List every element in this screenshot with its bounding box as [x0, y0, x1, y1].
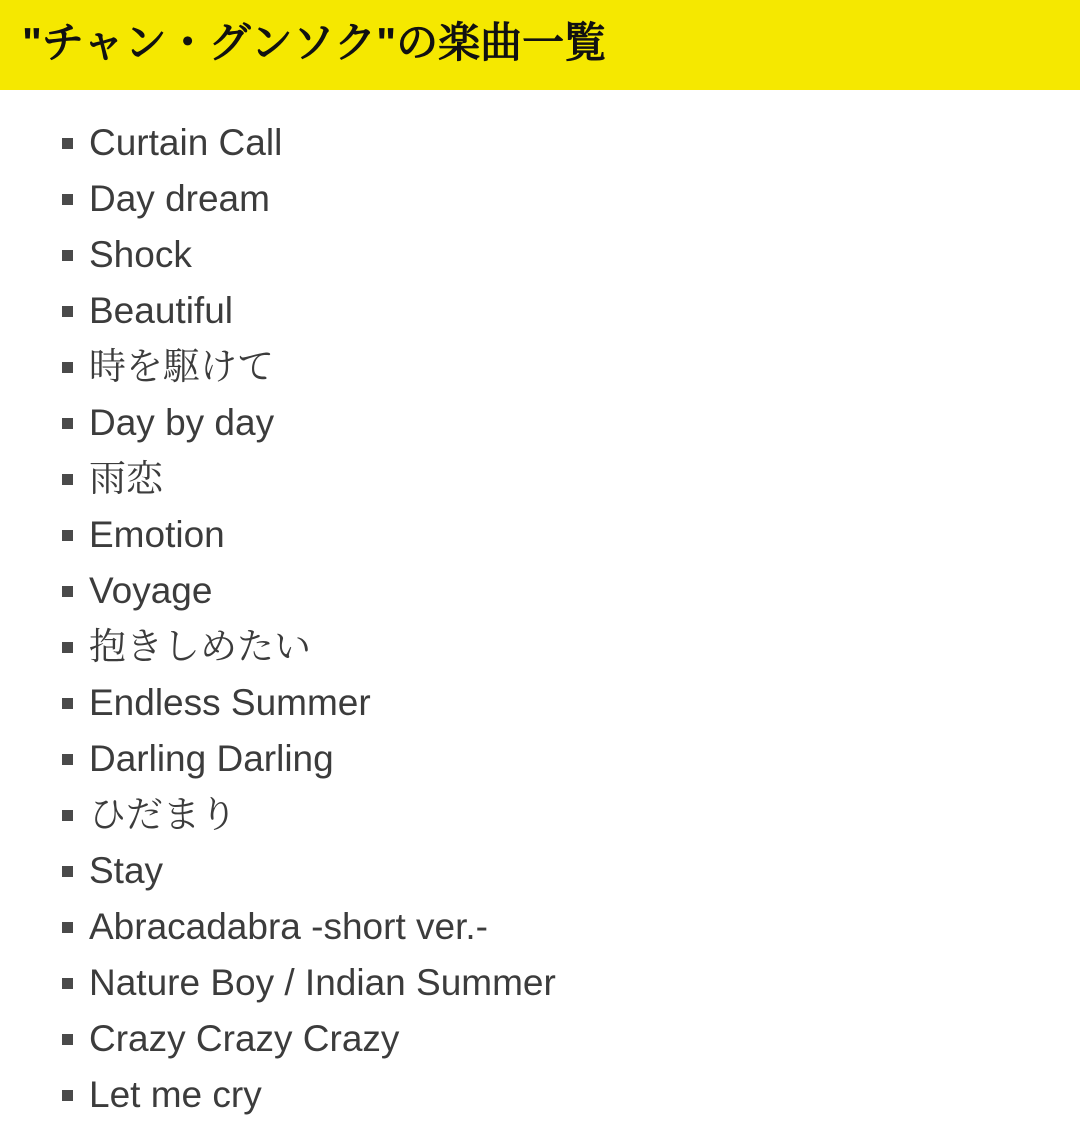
song-title: ひだまり	[89, 794, 237, 835]
song-title: Day dream	[89, 178, 270, 219]
square-bullet-icon	[62, 138, 73, 149]
song-title: Day by day	[89, 402, 275, 443]
list-item[interactable]	[0, 232, 1080, 278]
song-title: Abracadabra -short ver.-	[89, 906, 488, 947]
list-item[interactable]	[0, 848, 1080, 894]
page-header	[0, 0, 1080, 90]
song-title: Emotion	[89, 514, 225, 555]
square-bullet-icon	[62, 1034, 73, 1045]
square-bullet-icon	[62, 306, 73, 317]
list-item[interactable]	[0, 176, 1080, 222]
song-title: Darling Darling	[89, 738, 334, 779]
song-title: Stay	[89, 850, 164, 891]
list-item[interactable]	[0, 1072, 1080, 1118]
square-bullet-icon	[62, 586, 73, 597]
list-item[interactable]	[0, 1016, 1080, 1062]
song-title: Curtain Call	[89, 122, 283, 163]
square-bullet-icon	[62, 530, 73, 541]
square-bullet-icon	[62, 642, 73, 653]
list-item[interactable]	[0, 400, 1080, 446]
list-item[interactable]	[0, 288, 1080, 334]
square-bullet-icon	[62, 754, 73, 765]
song-list	[0, 120, 1080, 1118]
square-bullet-icon	[62, 978, 73, 989]
square-bullet-icon	[62, 1090, 73, 1101]
song-title: Let me cry	[89, 1074, 262, 1115]
list-item[interactable]	[0, 792, 1080, 838]
square-bullet-icon	[62, 922, 73, 933]
list-item[interactable]	[0, 904, 1080, 950]
song-title: Crazy Crazy Crazy	[89, 1018, 400, 1059]
song-title: Shock	[89, 234, 192, 275]
song-title: Beautiful	[89, 290, 233, 331]
square-bullet-icon	[62, 362, 73, 373]
list-item[interactable]	[0, 736, 1080, 782]
song-title: Endless Summer	[89, 682, 371, 723]
square-bullet-icon	[62, 810, 73, 821]
square-bullet-icon	[62, 866, 73, 877]
list-item[interactable]	[0, 344, 1080, 390]
square-bullet-icon	[62, 194, 73, 205]
page-title: "チャン・グンソク"の楽曲一覧	[22, 18, 607, 66]
list-item[interactable]	[0, 568, 1080, 614]
square-bullet-icon	[62, 474, 73, 485]
list-item[interactable]	[0, 624, 1080, 670]
square-bullet-icon	[62, 418, 73, 429]
square-bullet-icon	[62, 698, 73, 709]
song-title: Voyage	[89, 570, 213, 611]
song-list-section	[0, 90, 1080, 1118]
list-item[interactable]	[0, 680, 1080, 726]
list-item[interactable]	[0, 120, 1080, 166]
song-title: 雨恋	[89, 458, 163, 499]
song-title: 時を駆けて	[89, 346, 274, 387]
square-bullet-icon	[62, 250, 73, 261]
song-title: Nature Boy / Indian Summer	[89, 962, 556, 1003]
list-item[interactable]	[0, 512, 1080, 558]
list-item[interactable]	[0, 960, 1080, 1006]
list-item[interactable]	[0, 456, 1080, 502]
song-title: 抱きしめたい	[89, 626, 311, 667]
